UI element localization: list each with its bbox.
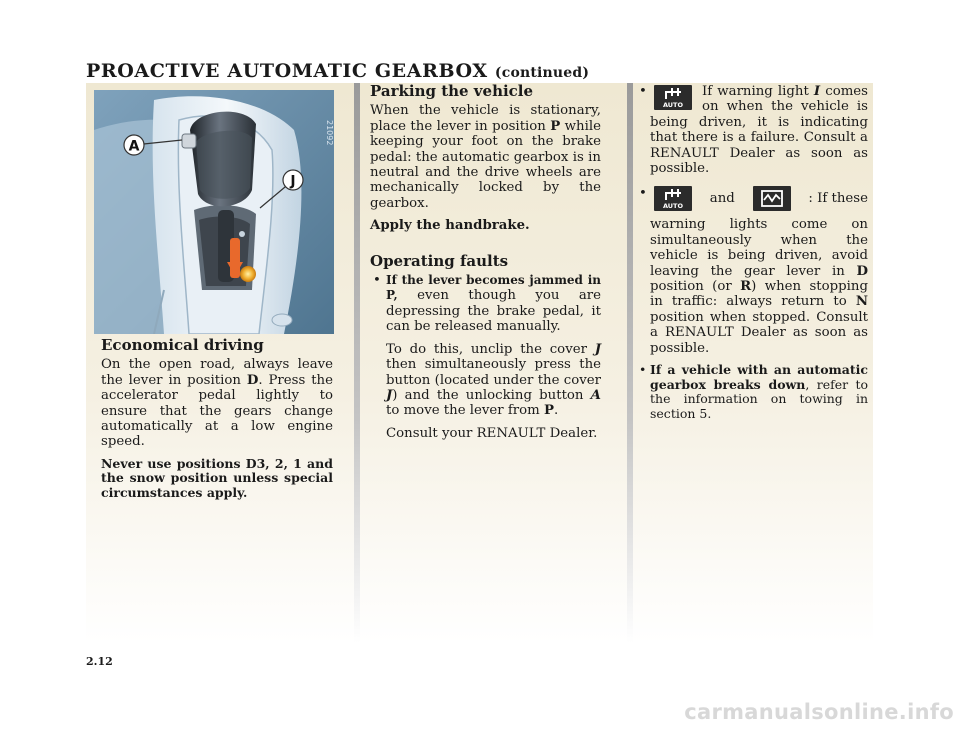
icon-auto-label: AUTO [662, 101, 684, 109]
warning-icons-row [650, 186, 868, 211]
and-word: and [709, 191, 735, 207]
title-suffix: (continued) [494, 65, 590, 81]
gear-lever-illustration [94, 90, 334, 334]
breakdown-bullet: • If a vehicle with an automatic gearbox breaks down, refer to the information on towing in section 5. [639, 362, 868, 421]
economical-driving-heading: Economical driving [101, 336, 264, 354]
warning-lights-section [636, 84, 868, 428]
parking-paragraph: When the vehicle is stationary, place the lever in position P while keeping your foot on the brake pedal: the automatic gearbox is in neutral and the drive wheels are mechanically locked by the gearbox. [370, 103, 601, 211]
parking-and-faults-section [370, 84, 601, 448]
bullet-icon: • [373, 273, 381, 289]
bullet-icon: • [639, 84, 647, 99]
auto-gearbox-warning-icon [654, 85, 692, 110]
economical-driving-paragraph: On the open road, always leave the lever in position D. Press the accelerator pedal lightly to ensure that the gears change automatically at a low engine speed. [101, 357, 333, 450]
icon-auto-label: AUTO [662, 202, 684, 211]
bullet-icon: • [639, 186, 647, 202]
auto-gearbox-warning-icon [654, 186, 692, 211]
special-positions-note: Never use positions D3, 2, 1 and the snow position unless special circumstances apply. [101, 455, 333, 500]
handbrake-instruction: Apply the handbrake. [370, 218, 530, 234]
page-title: PROACTIVE AUTOMATIC GEARBOX (continued) [86, 60, 590, 82]
bullet-icon: • [639, 362, 647, 378]
electronic-fault-warning-icon [753, 186, 791, 211]
watermark: carmanualsonline.info [684, 700, 954, 724]
warning-light-i-bullet: • AUTO If warning light I comes on when the vehicle is being driven, it is indicating that there is a failure. Consult a RENAULT Dealer as soon as possible. [639, 84, 868, 177]
simultaneous-warning-text: warning lights come on simultaneously when the vehicle is being driven, avoid leaving the gear lever in D position (or R) when stopping in traffic: always return to N position when stopped. Consult a RENAULT Dealer as soon as possible. [650, 217, 868, 356]
figure-label-j: J [290, 173, 296, 190]
figure-label-a: A [128, 138, 140, 155]
page-number: 2.12 [86, 655, 113, 668]
operating-faults-heading: Operating faults [370, 251, 509, 270]
parking-heading: Parking the vehicle [370, 82, 534, 100]
figure-ref-code: 21092 [325, 120, 334, 146]
jammed-lever-bullet: • If the lever becomes jammed in P, even though you are depressing the brake pedal, it can be released manually. [373, 273, 601, 335]
simultaneous-warning-bullet [636, 186, 868, 356]
consult-dealer-paragraph: Consult your RENAULT Dealer. [386, 425, 598, 441]
unclip-cover-paragraph: To do this, unclip the cover J then simultaneously press the button (located under the cover J) and the unlocking button A to move the lever from P. [386, 341, 601, 419]
economical-driving-section [101, 338, 333, 507]
if-these-text: : If these [808, 191, 868, 207]
